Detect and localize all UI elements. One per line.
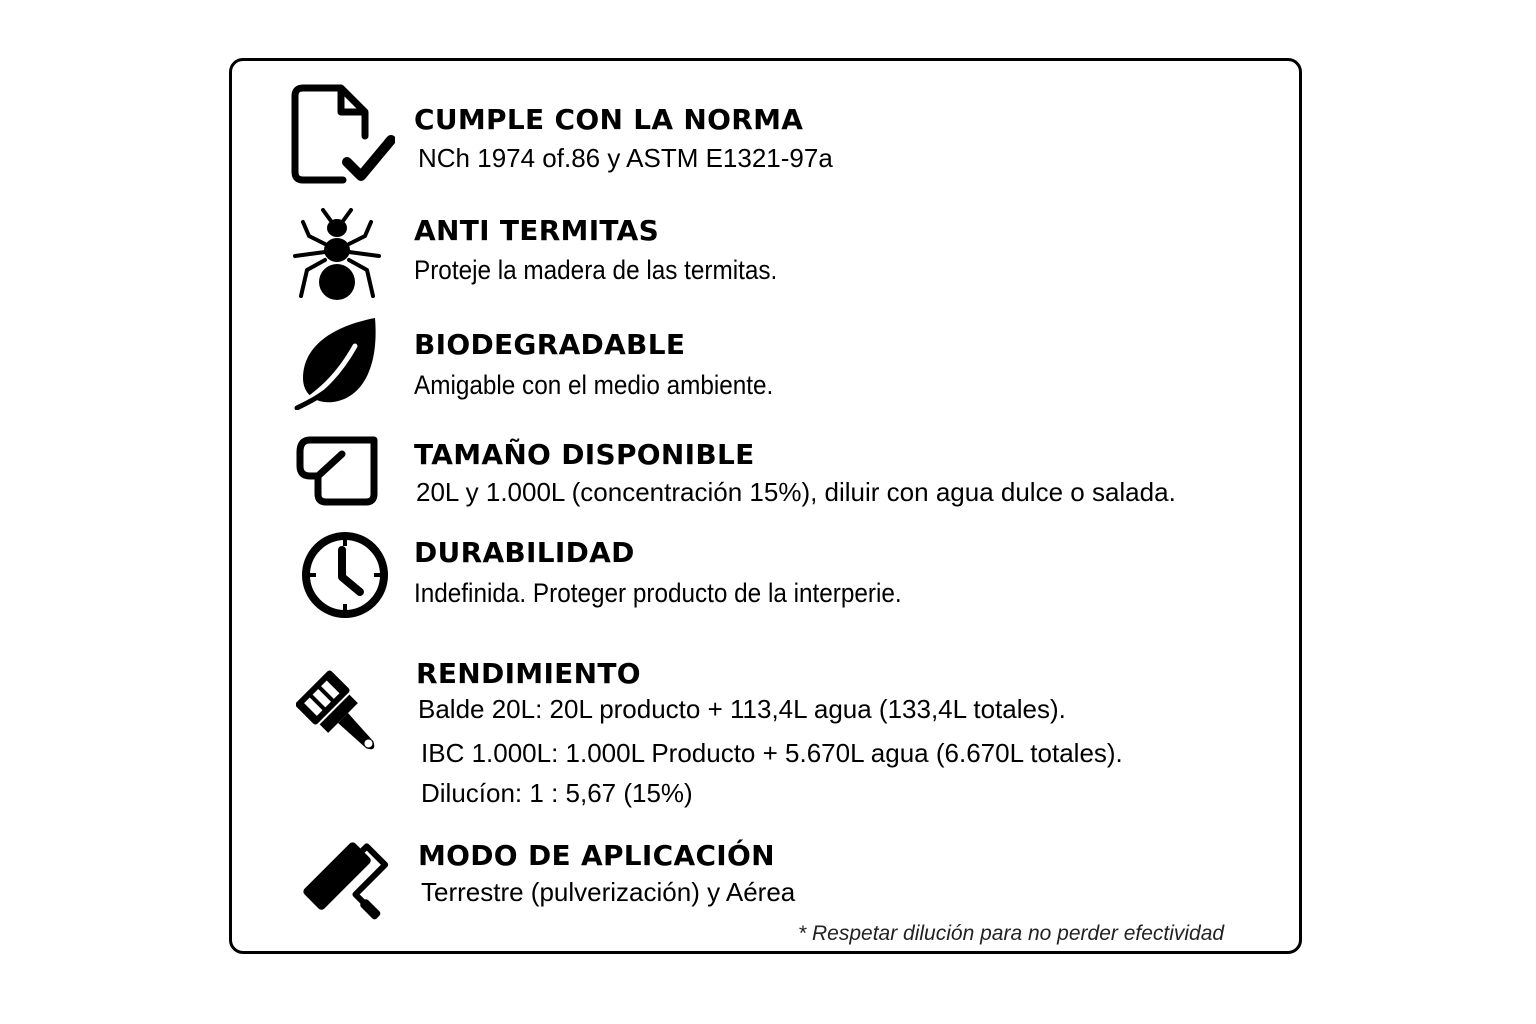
feature-text-aplicacion: Terrestre (pulverización) y Aérea	[421, 877, 796, 907]
paintbrush-icon	[296, 670, 390, 766]
feature-text-tamano: 20L y 1.000L (concentración 15%), diluir con agua dulce o salada.	[416, 477, 1176, 507]
ant-icon	[291, 208, 383, 302]
feature-title-biodegradable: BIODEGRADABLE	[414, 328, 686, 361]
feature-title-rendimiento: RENDIMIENTO	[416, 657, 641, 690]
feature-title-aplicacion: MODO DE APLICACIÓN	[418, 839, 775, 872]
paint-roller-icon	[292, 830, 392, 932]
feature-text-biodegradable: Amigable con el medio ambiente.	[414, 370, 774, 400]
feature-text-norma: NCh 1974 of.86 y ASTM E1321-97a	[418, 143, 833, 173]
feature-text-termitas: Proteje la madera de las termitas.	[414, 255, 778, 285]
feature-text-rendimiento-3: Dilucíon: 1 : 5,67 (15%)	[421, 778, 693, 808]
feature-title-tamano: TAMAÑO DISPONIBLE	[414, 438, 755, 471]
feature-text-rendimiento-1: Balde 20L: 20L producto + 113,4L agua (133,4L totales).	[418, 694, 1066, 724]
feature-title-durabilidad: DURABILIDAD	[414, 536, 635, 569]
clock-icon	[300, 530, 390, 620]
leaf-icon	[293, 316, 383, 410]
bucket-icon	[296, 436, 380, 508]
footnote: * Respetar dilución para no perder efectividad	[798, 922, 1225, 945]
feature-text-durabilidad: Indefinida. Proteger producto de la interperie.	[414, 578, 902, 608]
document-check-icon	[291, 84, 395, 186]
feature-title-norma: CUMPLE CON LA NORMA	[414, 103, 804, 136]
feature-text-rendimiento-2: IBC 1.000L: 1.000L Producto + 5.670L agua (6.670L totales).	[421, 738, 1123, 768]
feature-title-termitas: ANTI TERMITAS	[414, 214, 660, 247]
